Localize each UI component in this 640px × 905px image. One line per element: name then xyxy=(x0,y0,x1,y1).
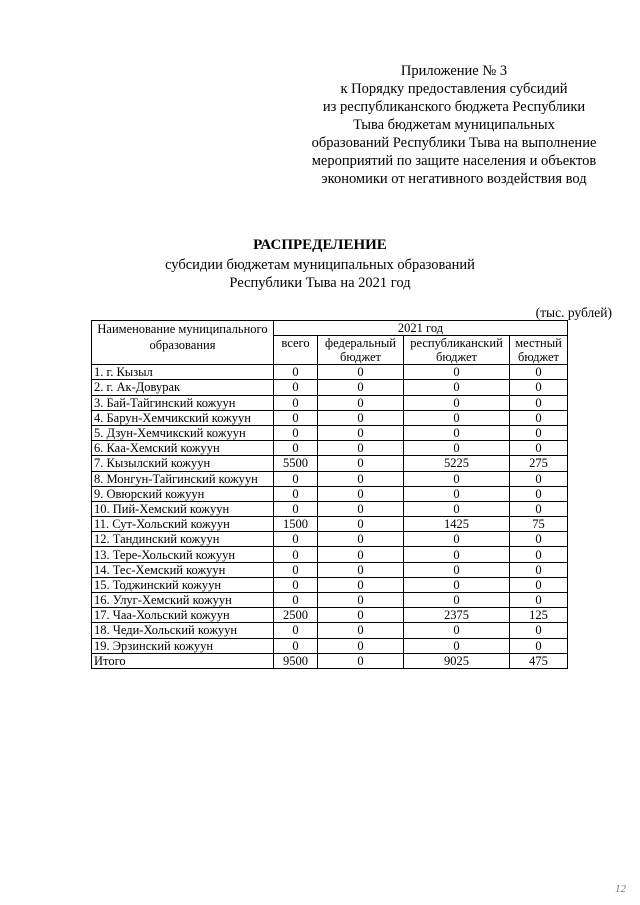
cell-local: 0 xyxy=(510,365,568,380)
cell-total: 0 xyxy=(274,593,318,608)
cell-federal: 0 xyxy=(318,532,404,547)
cell-local: 0 xyxy=(510,623,568,638)
table-row xyxy=(92,547,568,562)
cell-local: 75 xyxy=(510,517,568,532)
cell-local: 0 xyxy=(510,547,568,562)
municipality-name: 16. Улуг-Хемский кожуун xyxy=(92,593,274,608)
municipality-name: 11. Сут-Хольский кожуун xyxy=(92,517,274,532)
cell-local: 0 xyxy=(510,410,568,425)
cell-local: 0 xyxy=(510,395,568,410)
cell-local: 0 xyxy=(510,532,568,547)
cell-total: 0 xyxy=(274,623,318,638)
cell-local: 0 xyxy=(510,593,568,608)
cell-total: 0 xyxy=(274,486,318,501)
table-row xyxy=(92,395,568,410)
cell-total: 2500 xyxy=(274,608,318,623)
municipality-name: 18. Чеди-Хольский кожуун xyxy=(92,623,274,638)
cell-republican: 0 xyxy=(404,562,510,577)
municipality-name: 3. Бай-Тайгинский кожуун xyxy=(92,395,274,410)
cell-republican: 0 xyxy=(404,395,510,410)
subtitle-line-1: субсидии бюджетам муниципальных образований xyxy=(165,257,475,273)
header-local: местный бюджет xyxy=(510,336,568,365)
municipality-name: 9. Овюрский кожуун xyxy=(92,486,274,501)
cell-republican: 1425 xyxy=(404,517,510,532)
municipality-name: 13. Тере-Хольский кожуун xyxy=(92,547,274,562)
cell-total: 0 xyxy=(274,547,318,562)
cell-total: 0 xyxy=(274,577,318,592)
cell-federal: 0 xyxy=(318,486,404,501)
municipality-name: 7. Кызылский кожуун xyxy=(92,456,274,471)
cell-republican: 0 xyxy=(404,486,510,501)
municipality-name: 17. Чаа-Хольский кожуун xyxy=(92,608,274,623)
cell-republican: 0 xyxy=(404,471,510,486)
cell-republican: 0 xyxy=(404,593,510,608)
cell-total: 0 xyxy=(274,425,318,440)
municipality-name: 15. Тоджинский кожуун xyxy=(92,577,274,592)
header-name: Наименование муниципального образования xyxy=(92,321,274,365)
cell-federal: 0 xyxy=(318,653,404,668)
cell-republican: 9025 xyxy=(404,653,510,668)
cell-federal: 0 xyxy=(318,395,404,410)
cell-federal: 0 xyxy=(318,577,404,592)
appendix-line: к Порядку предоставления субсидий xyxy=(340,81,568,97)
table-row xyxy=(92,517,568,532)
appendix-header xyxy=(290,62,618,188)
cell-federal: 0 xyxy=(318,517,404,532)
municipality-name: 1. г. Кызыл xyxy=(92,365,274,380)
municipality-name: 4. Барун-Хемчикский кожуун xyxy=(92,410,274,425)
cell-local: 0 xyxy=(510,486,568,501)
header-federal: федеральный бюджет xyxy=(318,336,404,365)
table-row xyxy=(92,410,568,425)
table-row xyxy=(92,638,568,653)
cell-local: 0 xyxy=(510,501,568,516)
appendix-line: экономики от негативного воздействия вод xyxy=(321,171,587,187)
appendix-line: Тыва бюджетам муниципальных xyxy=(353,117,555,133)
table-row xyxy=(92,593,568,608)
appendix-line: образований Республики Тыва на выполнение xyxy=(311,135,597,151)
header-republican: республиканский бюджет xyxy=(404,336,510,365)
cell-total: 0 xyxy=(274,380,318,395)
table-row xyxy=(92,577,568,592)
table-row xyxy=(92,608,568,623)
cell-republican: 0 xyxy=(404,425,510,440)
cell-federal: 0 xyxy=(318,456,404,471)
cell-federal: 0 xyxy=(318,608,404,623)
table-row xyxy=(92,532,568,547)
distribution-table xyxy=(91,320,568,669)
table-row xyxy=(92,653,568,668)
cell-local: 0 xyxy=(510,380,568,395)
cell-republican: 0 xyxy=(404,441,510,456)
cell-total: 0 xyxy=(274,501,318,516)
cell-total: 0 xyxy=(274,395,318,410)
cell-republican: 0 xyxy=(404,365,510,380)
municipality-name: 2. г. Ак-Довурак xyxy=(92,380,274,395)
cell-republican: 0 xyxy=(404,410,510,425)
cell-federal: 0 xyxy=(318,441,404,456)
cell-total: 9500 xyxy=(274,653,318,668)
header-total: всего xyxy=(274,336,318,365)
appendix-line: Приложение № 3 xyxy=(400,63,508,79)
cell-republican: 0 xyxy=(404,501,510,516)
cell-republican: 2375 xyxy=(404,608,510,623)
cell-federal: 0 xyxy=(318,638,404,653)
cell-federal: 0 xyxy=(318,547,404,562)
table-row xyxy=(92,441,568,456)
cell-federal: 0 xyxy=(318,365,404,380)
table-row xyxy=(92,456,568,471)
cell-total: 0 xyxy=(274,532,318,547)
cell-federal: 0 xyxy=(318,380,404,395)
table-row xyxy=(92,365,568,380)
cell-republican: 0 xyxy=(404,380,510,395)
municipality-name: 10. Пий-Хемский кожуун xyxy=(92,501,274,516)
cell-total: 0 xyxy=(274,441,318,456)
table-row xyxy=(92,562,568,577)
table-row xyxy=(92,623,568,638)
units-label: (тыс. рублей) xyxy=(535,305,612,320)
cell-local: 0 xyxy=(510,441,568,456)
cell-total: 0 xyxy=(274,638,318,653)
table-row xyxy=(92,501,568,516)
cell-republican: 0 xyxy=(404,623,510,638)
document-subtitle xyxy=(0,256,640,292)
appendix-line: мероприятий по защите населения и объектов xyxy=(311,153,597,169)
municipality-name: 5. Дзун-Хемчикский кожуун xyxy=(92,425,274,440)
page-mark: 12 xyxy=(615,883,626,895)
cell-local: 0 xyxy=(510,562,568,577)
cell-republican: 0 xyxy=(404,638,510,653)
cell-local: 0 xyxy=(510,638,568,653)
municipality-name: 6. Каа-Хемский кожуун xyxy=(92,441,274,456)
subtitle-line-2: Республики Тыва на 2021 год xyxy=(229,275,411,291)
municipality-name: 14. Тес-Хемский кожуун xyxy=(92,562,274,577)
document-title: РАСПРЕДЕЛЕНИЕ xyxy=(253,237,387,253)
cell-local: 125 xyxy=(510,608,568,623)
table-row xyxy=(92,425,568,440)
table-row xyxy=(92,380,568,395)
cell-local: 475 xyxy=(510,653,568,668)
cell-total: 1500 xyxy=(274,517,318,532)
cell-republican: 0 xyxy=(404,547,510,562)
cell-republican: 0 xyxy=(404,577,510,592)
cell-local: 0 xyxy=(510,471,568,486)
cell-federal: 0 xyxy=(318,501,404,516)
cell-local: 0 xyxy=(510,425,568,440)
cell-federal: 0 xyxy=(318,623,404,638)
municipality-name: 19. Эрзинский кожуун xyxy=(92,638,274,653)
cell-total: 0 xyxy=(274,562,318,577)
cell-republican: 5225 xyxy=(404,456,510,471)
cell-total: 0 xyxy=(274,410,318,425)
cell-total: 0 xyxy=(274,471,318,486)
municipality-name: 8. Монгун-Тайгинский кожуун xyxy=(92,471,274,486)
cell-federal: 0 xyxy=(318,593,404,608)
cell-local: 0 xyxy=(510,577,568,592)
cell-republican: 0 xyxy=(404,532,510,547)
cell-total: 5500 xyxy=(274,456,318,471)
cell-federal: 0 xyxy=(318,562,404,577)
municipality-name: 12. Тандинский кожуун xyxy=(92,532,274,547)
cell-local: 275 xyxy=(510,456,568,471)
municipality-name: Итого xyxy=(92,653,274,668)
appendix-line: из республиканского бюджета Республики xyxy=(322,99,586,115)
cell-federal: 0 xyxy=(318,471,404,486)
cell-federal: 0 xyxy=(318,425,404,440)
cell-total: 0 xyxy=(274,365,318,380)
header-year: 2021 год xyxy=(274,321,568,336)
table-row xyxy=(92,471,568,486)
cell-federal: 0 xyxy=(318,410,404,425)
table-row xyxy=(92,486,568,501)
